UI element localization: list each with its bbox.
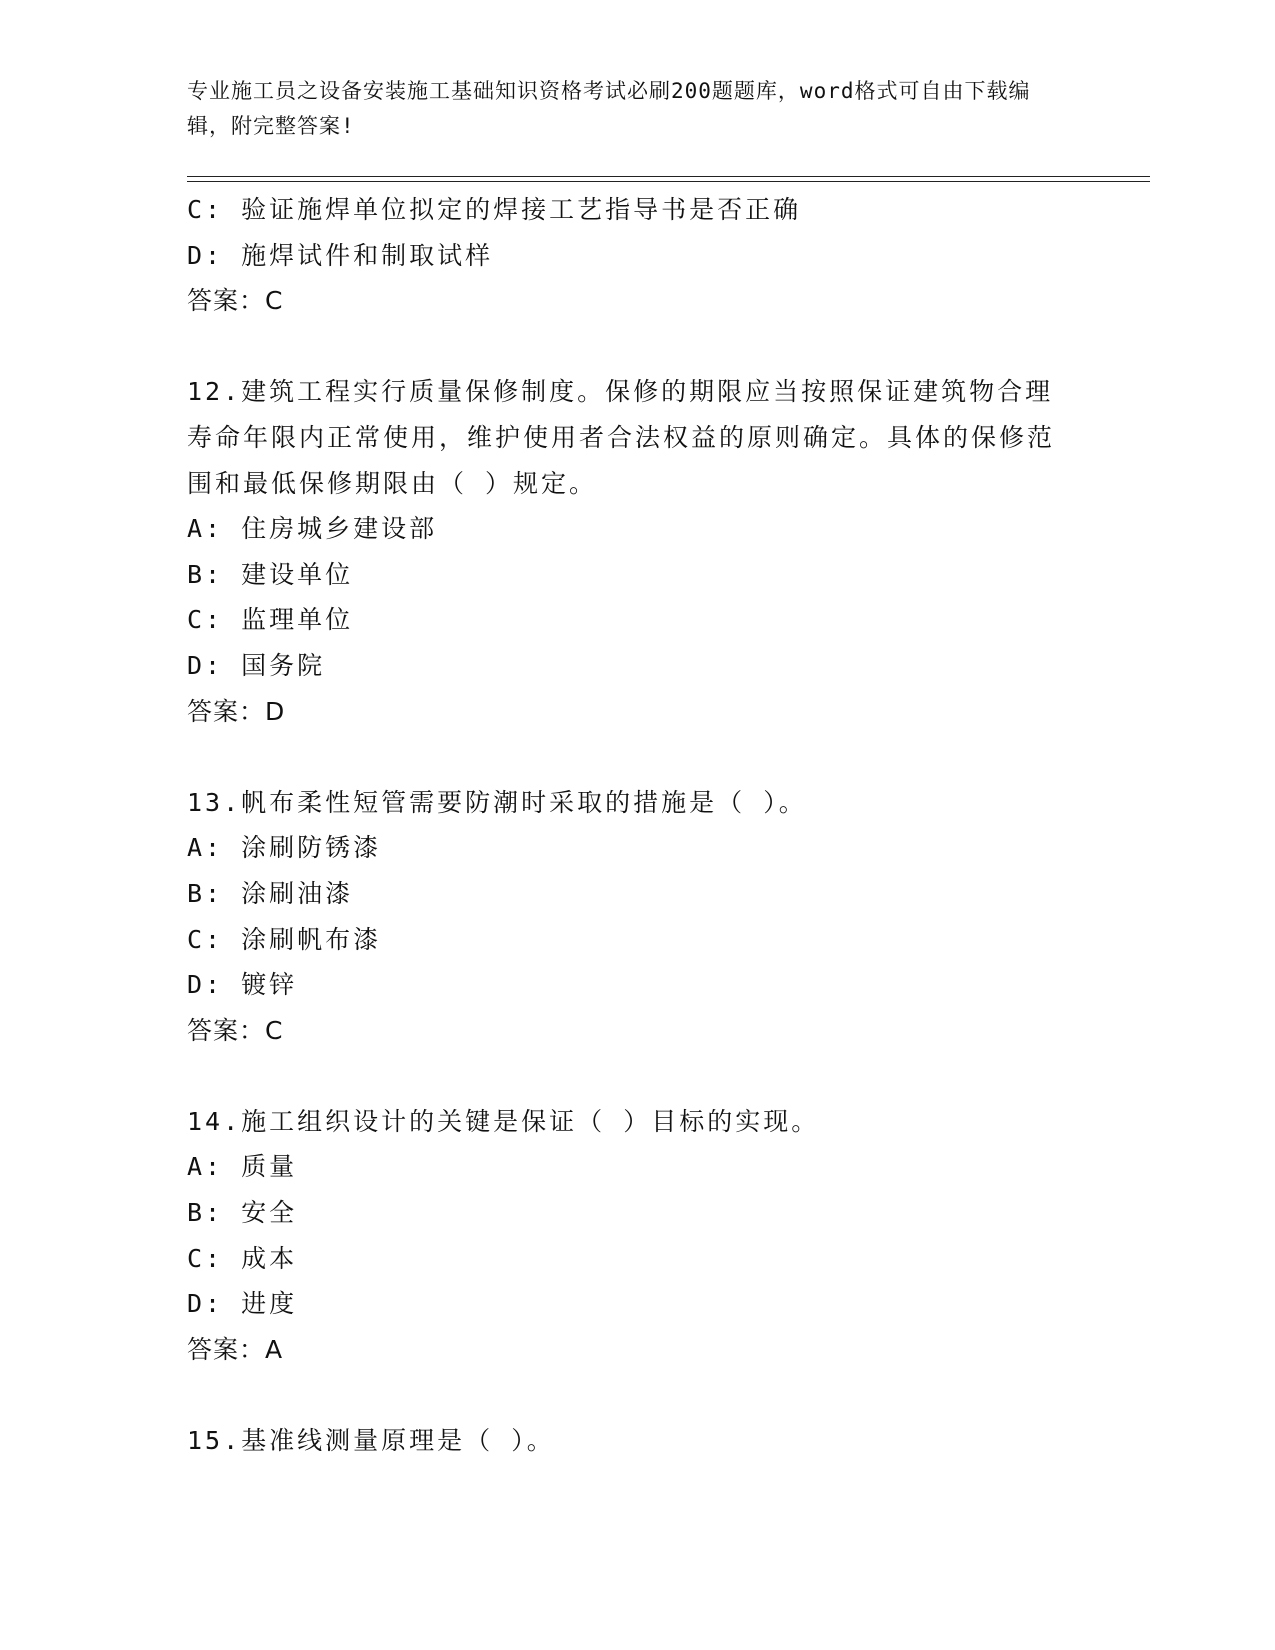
spacer	[187, 1053, 1087, 1099]
question-13	[187, 780, 1087, 1054]
option-d: D: 进度	[187, 1289, 298, 1319]
question-12	[187, 369, 1087, 734]
option-c: C: 涂刷帆布漆	[187, 924, 382, 954]
option-a: A: 质量	[187, 1152, 298, 1182]
option-a: A: 住房城乡建设部	[187, 514, 438, 544]
document-body	[187, 187, 1087, 1464]
question-14	[187, 1099, 1087, 1373]
header-rule-bottom	[187, 181, 1150, 182]
answer: 答案：D	[187, 696, 286, 726]
question-text: 12.建筑工程实行质量保修制度。保修的期限应当按照保证建筑物合理寿命年限内正常使用，维护使用者合法权益的原则确定。具体的保修范围和最低保修期限由（ ）规定。	[187, 377, 1056, 498]
question-text: 13.帆布柔性短管需要防潮时采取的措施是（ ）。	[187, 787, 807, 817]
question-text: 14.施工组织设计的关键是保证（ ）目标的实现。	[187, 1106, 820, 1136]
option-b: B: 涂刷油漆	[187, 878, 354, 908]
answer: 答案：C	[187, 286, 284, 316]
question-continued	[187, 187, 1087, 324]
answer: 答案：C	[187, 1015, 284, 1045]
option-a: A: 涂刷防锈漆	[187, 833, 382, 863]
document-header: 专业施工员之设备安装施工基础知识资格考试必刷200题题库，word格式可自由下载编辑，附完整答案!	[187, 79, 1031, 138]
question-15	[187, 1418, 1087, 1464]
option-c: C: 验证施焊单位拟定的焊接工艺指导书是否正确	[187, 195, 802, 224]
option-d: D: 施焊试件和制取试样	[187, 240, 494, 270]
spacer	[187, 324, 1087, 370]
spacer	[187, 734, 1087, 780]
header-rule-top	[187, 176, 1150, 177]
option-d: D: 镀锌	[187, 970, 298, 1000]
question-text: 15.基准线测量原理是（ ）。	[187, 1426, 555, 1456]
option-d: D: 国务院	[187, 650, 326, 680]
option-c: C: 监理单位	[187, 605, 354, 635]
answer: 答案：A	[187, 1334, 284, 1364]
option-b: B: 建设单位	[187, 559, 354, 589]
option-c: C: 成本	[187, 1243, 298, 1273]
spacer	[187, 1372, 1087, 1418]
option-b: B: 安全	[187, 1198, 298, 1228]
